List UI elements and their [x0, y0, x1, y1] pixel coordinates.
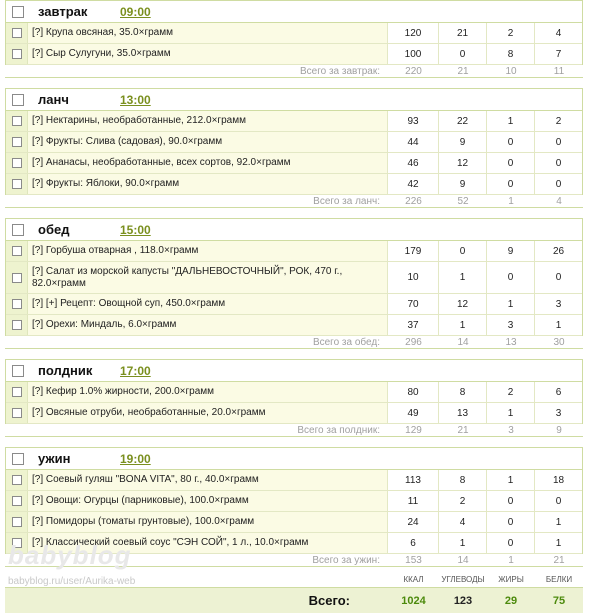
- food-checkbox-cell: [6, 262, 28, 293]
- meal-total-value: 52: [457, 195, 469, 207]
- meal-name: ланч: [38, 92, 69, 107]
- meal-total-row: [5, 554, 583, 567]
- meal-total-value: 4: [556, 195, 562, 207]
- meal-section: [5, 359, 583, 424]
- food-checkbox-cell: [6, 382, 28, 402]
- food-name[interactable]: [?] Овощи: Огурцы (парниковые), 100.0×грамм: [32, 495, 249, 506]
- food-checkbox[interactable]: [12, 49, 22, 59]
- food-checkbox-cell: [6, 44, 28, 64]
- watermark-logo: babyblog: [8, 540, 132, 570]
- food-checkbox-cell: [6, 470, 28, 490]
- nutrient-value: 0: [534, 174, 582, 194]
- food-name[interactable]: [?] Фрукты: Яблоки, 90.0×грамм: [32, 178, 180, 189]
- meal-header: [6, 89, 582, 111]
- nutrient-value: 1: [438, 315, 486, 335]
- food-checkbox[interactable]: [12, 158, 22, 168]
- grand-total-value: 29: [504, 594, 518, 607]
- meal-name: полдник: [38, 363, 93, 378]
- food-name[interactable]: [?] Крупа овсяная, 35.0×грамм: [32, 27, 173, 38]
- meal-checkbox[interactable]: [12, 365, 24, 377]
- food-checkbox-cell: [6, 533, 28, 553]
- meal-total-label: Всего за ужин:: [312, 554, 380, 566]
- nutrient-value: 24: [387, 512, 438, 532]
- food-checkbox-cell: [6, 294, 28, 314]
- meal-section: [5, 0, 583, 65]
- meal-time-link[interactable]: 17:00: [120, 363, 151, 378]
- meal-time-link[interactable]: 13:00: [120, 92, 151, 107]
- meal-total-value: 129: [405, 424, 422, 436]
- food-row: [6, 111, 582, 132]
- food-name[interactable]: [?] Овсяные отруби, необработанные, 20.0×грамм: [32, 407, 266, 418]
- food-checkbox-cell: [6, 174, 28, 194]
- meal-total-value: 1: [508, 554, 514, 566]
- diary-table: [5, 0, 583, 613]
- nutrient-value: 3: [534, 403, 582, 423]
- food-name[interactable]: [?] Ананасы, необработанные, всех сортов, 92.0×грамм: [32, 157, 291, 168]
- nutrient-value: 12: [438, 294, 486, 314]
- nutrient-value: 120: [387, 23, 438, 43]
- nutrient-value: 37: [387, 315, 438, 335]
- meal-checkbox[interactable]: [12, 224, 24, 236]
- meal-total-label: Всего за обед:: [312, 336, 380, 348]
- food-checkbox-cell: [6, 491, 28, 511]
- nutrient-value: 4: [438, 512, 486, 532]
- nutrient-value: 113: [387, 470, 438, 490]
- nutrient-value: 8: [438, 470, 486, 490]
- meal-time-link[interactable]: 19:00: [120, 451, 151, 466]
- nutrient-value: 0: [486, 262, 534, 293]
- food-checkbox[interactable]: [12, 28, 22, 38]
- food-row: [6, 294, 582, 315]
- meal-name: обед: [38, 222, 70, 237]
- food-row: [6, 403, 582, 424]
- nutrient-value: 0: [486, 174, 534, 194]
- food-checkbox[interactable]: [12, 299, 22, 309]
- food-row: [6, 241, 582, 262]
- meal-total-row: [5, 336, 583, 349]
- nutrient-value: 9: [438, 174, 486, 194]
- meal-total-value: 153: [405, 554, 422, 566]
- nutrient-value: 1: [534, 533, 582, 553]
- column-header: ККАЛ: [403, 574, 424, 584]
- food-checkbox[interactable]: [12, 475, 22, 485]
- column-header: БЕЛКИ: [545, 574, 573, 584]
- meal-total-value: 30: [553, 336, 565, 348]
- food-checkbox[interactable]: [12, 408, 22, 418]
- meal-time-link[interactable]: 15:00: [120, 222, 151, 237]
- nutrient-value: 49: [387, 403, 438, 423]
- nutrient-value: 0: [438, 44, 486, 64]
- food-row: [6, 262, 582, 294]
- nutrient-value: 1: [534, 512, 582, 532]
- food-row: [6, 470, 582, 491]
- nutrient-value: 7: [534, 44, 582, 64]
- nutrient-value: 12: [438, 153, 486, 173]
- meal-header: [6, 219, 582, 241]
- food-checkbox[interactable]: [12, 320, 22, 330]
- meal-name: завтрак: [38, 4, 88, 19]
- meal-total-label: Всего за полдник:: [297, 424, 380, 436]
- food-name[interactable]: [?] Фрукты: Слива (садовая), 90.0×грамм: [32, 136, 223, 147]
- food-row: [6, 174, 582, 195]
- food-row: [6, 491, 582, 512]
- nutrient-value: 0: [486, 491, 534, 511]
- meal-section: [5, 88, 583, 195]
- nutrient-value: 8: [438, 382, 486, 402]
- meal-total-row: [5, 424, 583, 437]
- meal-name: ужин: [38, 451, 71, 466]
- food-checkbox[interactable]: [12, 179, 22, 189]
- food-row: [6, 512, 582, 533]
- food-name[interactable]: [?] Кефир 1.0% жирности, 200.0×грамм: [32, 386, 215, 397]
- meal-total-value: 21: [457, 424, 469, 436]
- food-checkbox-cell: [6, 111, 28, 131]
- nutrient-value: 1: [486, 294, 534, 314]
- meal-total-label: Всего за завтрак:: [299, 65, 380, 77]
- nutrient-value: 0: [486, 512, 534, 532]
- nutrient-value: 4: [534, 23, 582, 43]
- nutrient-value: 10: [387, 262, 438, 293]
- nutrient-value: 0: [534, 491, 582, 511]
- food-checkbox[interactable]: [12, 273, 22, 283]
- nutrient-value: 11: [387, 491, 438, 511]
- nutrient-value: 26: [534, 241, 582, 261]
- nutrient-value: 1: [486, 111, 534, 131]
- meal-checkbox[interactable]: [12, 94, 24, 106]
- nutrient-value: 0: [438, 241, 486, 261]
- food-checkbox[interactable]: [12, 246, 22, 256]
- nutrient-value: 0: [534, 262, 582, 293]
- food-name[interactable]: [?] Салат из морской капусты "ДАЛЬНЕВОСТОЧНЫЙ", РОК, 470 г., 82.0×грамм: [32, 265, 343, 289]
- nutrient-value: 1: [534, 315, 582, 335]
- nutrient-value: 0: [486, 153, 534, 173]
- food-checkbox-cell: [6, 315, 28, 335]
- meal-total-value: 21: [457, 65, 469, 77]
- food-checkbox[interactable]: [12, 538, 22, 548]
- nutrient-value: 44: [387, 132, 438, 152]
- meal-total-row: [5, 65, 583, 78]
- meal-total-value: 10: [505, 65, 517, 77]
- food-checkbox-cell: [6, 403, 28, 423]
- food-row: [6, 132, 582, 153]
- nutrient-value: 2: [438, 491, 486, 511]
- nutrient-value: 3: [486, 315, 534, 335]
- grand-total-value: 123: [453, 594, 473, 607]
- nutrient-value: 1: [486, 403, 534, 423]
- meal-total-value: 1: [508, 195, 514, 207]
- food-row: [6, 382, 582, 403]
- meal-total-value: 220: [405, 65, 422, 77]
- meal-checkbox[interactable]: [12, 6, 24, 18]
- food-name[interactable]: [?] Соевый гуляш "BONA VITA", 80 г., 40.0×грамм: [32, 474, 259, 485]
- column-header: УГЛЕВОДЫ: [441, 574, 485, 584]
- food-name[interactable]: [?] Горбуша отварная , 118.0×грамм: [32, 245, 199, 256]
- food-name[interactable]: [?] Орехи: Миндаль, 6.0×грамм: [32, 319, 177, 330]
- nutrient-value: 1: [438, 262, 486, 293]
- nutrient-value: 6: [534, 382, 582, 402]
- food-row: [6, 315, 582, 336]
- food-checkbox-cell: [6, 153, 28, 173]
- meal-header: [6, 1, 582, 23]
- meal-total-value: 11: [553, 65, 565, 77]
- food-checkbox[interactable]: [12, 387, 22, 397]
- nutrient-value: 6: [387, 533, 438, 553]
- nutrient-value: 179: [387, 241, 438, 261]
- nutrient-value: 3: [534, 294, 582, 314]
- food-row: [6, 44, 582, 65]
- food-checkbox-cell: [6, 512, 28, 532]
- food-checkbox-cell: [6, 23, 28, 43]
- nutrient-value: 9: [438, 132, 486, 152]
- nutrient-value: 18: [534, 470, 582, 490]
- food-row: [6, 533, 582, 554]
- meal-header: [6, 448, 582, 470]
- nutrient-value: 2: [486, 23, 534, 43]
- meal-total-value: 9: [556, 424, 562, 436]
- nutrient-value: 42: [387, 174, 438, 194]
- meal-section: [5, 218, 583, 336]
- food-checkbox-cell: [6, 241, 28, 261]
- nutrient-value: 80: [387, 382, 438, 402]
- food-name[interactable]: [?] [+] Рецепт: Овощной суп, 450.0×грамм: [32, 298, 226, 309]
- nutrient-value: 22: [438, 111, 486, 131]
- meal-section: [5, 447, 583, 554]
- meal-header: [6, 360, 582, 382]
- meal-total-value: 13: [505, 336, 517, 348]
- food-name[interactable]: [?] Классический соевый соус "СЭН СОЙ", 1 л., 10.0×грамм: [32, 537, 309, 548]
- food-checkbox-cell: [6, 132, 28, 152]
- meal-total-value: 21: [553, 554, 565, 566]
- grand-total-value: 1024: [401, 594, 426, 607]
- nutrient-value: 0: [486, 132, 534, 152]
- meal-total-value: 14: [457, 554, 469, 566]
- nutrient-value: 0: [534, 153, 582, 173]
- nutrient-value: 13: [438, 403, 486, 423]
- nutrient-value: 8: [486, 44, 534, 64]
- nutrient-value: 46: [387, 153, 438, 173]
- food-checkbox[interactable]: [12, 496, 22, 506]
- food-checkbox[interactable]: [12, 517, 22, 527]
- nutrient-value: 9: [486, 241, 534, 261]
- nutrient-value: 100: [387, 44, 438, 64]
- nutrient-value: 70: [387, 294, 438, 314]
- meal-total-value: 296: [405, 336, 422, 348]
- nutrient-value: 2: [534, 111, 582, 131]
- meal-checkbox[interactable]: [12, 453, 24, 465]
- food-checkbox[interactable]: [12, 137, 22, 147]
- nutrient-value: 21: [438, 23, 486, 43]
- watermark-url: babyblog.ru/user/Aurika-web: [8, 576, 136, 587]
- column-header: ЖИРЫ: [498, 574, 524, 584]
- nutrient-value: 1: [438, 533, 486, 553]
- food-row: [6, 23, 582, 44]
- meal-total-value: 14: [457, 336, 469, 348]
- meal-total-row: [5, 195, 583, 208]
- grand-total-row: [5, 587, 583, 613]
- meal-total-label: Всего за ланч:: [313, 195, 380, 207]
- meal-time-link[interactable]: 09:00: [120, 4, 151, 19]
- nutrient-value: 2: [486, 382, 534, 402]
- nutrient-value: 0: [534, 132, 582, 152]
- meal-total-value: 226: [405, 195, 422, 207]
- meal-total-value: 3: [508, 424, 514, 436]
- food-checkbox[interactable]: [12, 116, 22, 126]
- nutrient-value: 1: [486, 470, 534, 490]
- food-name[interactable]: [?] Нектарины, необработанные, 212.0×грамм: [32, 115, 246, 126]
- grand-total-label: Всего:: [308, 593, 350, 608]
- food-name[interactable]: [?] Сыр Сулугуни, 35.0×грамм: [32, 48, 171, 59]
- food-name[interactable]: [?] Помидоры (томаты грунтовые), 100.0×грамм: [32, 516, 255, 527]
- nutrient-value: 0: [486, 533, 534, 553]
- grand-total-value: 75: [552, 594, 566, 607]
- food-row: [6, 153, 582, 174]
- nutrient-value: 93: [387, 111, 438, 131]
